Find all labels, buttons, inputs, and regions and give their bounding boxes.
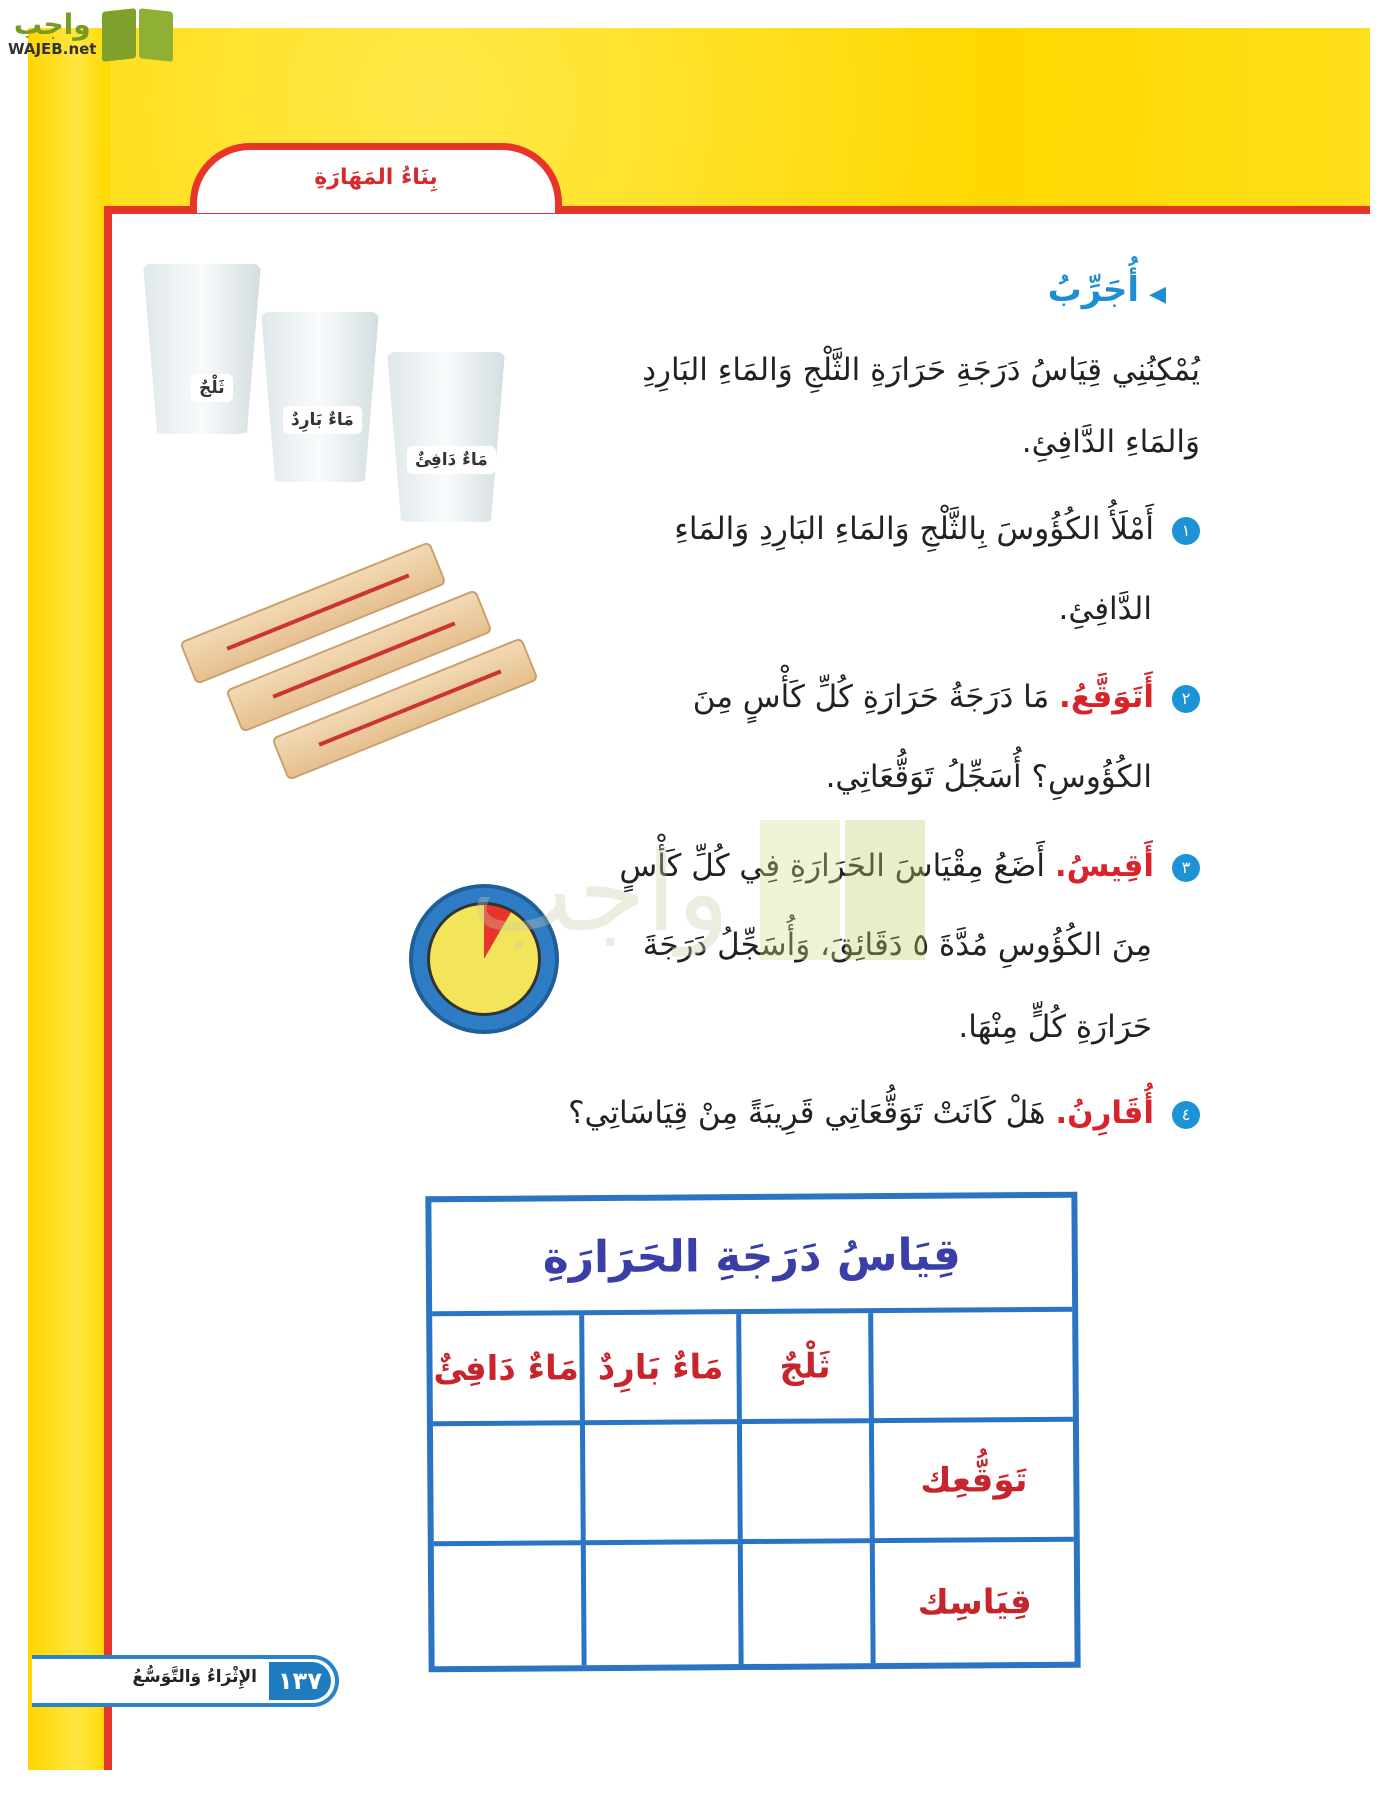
row-header: تَوَقُّعِك [869, 1422, 1074, 1543]
cups-illustration [143, 264, 513, 514]
step-keyword: أُقَارِنُ. [1055, 1095, 1154, 1131]
step-1 [674, 511, 1200, 547]
heading-text: أُجَرِّبُ [1047, 270, 1140, 310]
cup-warm-water [387, 352, 505, 522]
triangle-icon: ◀ [1149, 282, 1166, 307]
logo-arabic: واجب [13, 8, 91, 41]
step-number: ٤ [1172, 1101, 1200, 1129]
input-cell[interactable] [581, 1544, 739, 1665]
table-title: قِيَاسُ دَرَجَةِ الحَرَارَةِ [431, 1198, 1072, 1316]
cup-ice [143, 264, 261, 434]
svg-text:واجب: واجب [470, 828, 730, 956]
step-text: أَضَعُ مِقْيَاسَ الحَرَارَةِ فِي كُلِّ كَأْسٍ [619, 848, 1045, 884]
page-number: ١٣٧ [269, 1662, 331, 1700]
temperature-table [425, 1192, 1080, 1673]
input-cell[interactable] [737, 1423, 870, 1544]
section-tab: بِنَاءُ المَهَارَةِ [190, 143, 562, 213]
row-header: قِيَاسِك [870, 1542, 1075, 1663]
step-number: ٢ [1172, 685, 1200, 713]
column-header: مَاءٌ بَارِدٌ [579, 1314, 737, 1425]
column-header: مَاءٌ دَافِئٌ [432, 1315, 580, 1426]
cup-label: مَاءٌ دَافِئٌ [407, 446, 496, 474]
wajeb-logo [8, 6, 174, 62]
cup-cold-water [261, 312, 379, 482]
book-icon [102, 6, 174, 62]
yellow-side-strip [28, 28, 110, 1770]
step-number: ٣ [1172, 854, 1200, 882]
red-frame-left [104, 206, 112, 1770]
cup-label: ثَلْجٌ [191, 374, 233, 402]
logo-latin: WAJEB.net [8, 40, 97, 58]
step-2-cont: الكُؤُوسِ؟ أُسَجِّلُ تَوَقُّعَاتِي. [825, 759, 1152, 795]
step-keyword: أَقِيسُ. [1054, 848, 1154, 884]
step-4 [568, 1095, 1200, 1131]
step-1-cont: الدَّافِئِ. [1058, 591, 1152, 627]
step-3 [619, 848, 1200, 884]
unit-label: الإِثْرَاءُ وَالتَّوَسُّعُ [132, 1667, 257, 1687]
step-3-cont: حَرَارَةِ كُلٍّ مِنْهَا. [958, 1009, 1152, 1045]
input-cell[interactable] [580, 1424, 738, 1545]
step-text: هَلْ كَانَتْ تَوَقُّعَاتِي قَرِيبَةً مِنْ قِيَاسَاتِي؟ [568, 1095, 1046, 1131]
step-number: ١ [1172, 517, 1200, 545]
step-2 [693, 679, 1200, 715]
step-text: أَمْلَأُ الكُؤُوسَ بِالثَّلْجِ وَالمَاءِ البَارِدِ وَالمَاءِ [674, 511, 1154, 547]
corner-cell [868, 1312, 1073, 1423]
cup-label: مَاءٌ بَارِدٌ [283, 406, 362, 434]
clock-icon [409, 884, 559, 1034]
step-text: مَا دَرَجَةُ حَرَارَةِ كُلِّ كَأْسٍ مِنَ [692, 679, 1050, 715]
section-heading [1048, 270, 1166, 310]
input-cell[interactable] [433, 1425, 581, 1546]
intro-line-1: يُمْكِنُنِي قِيَاسُ دَرَجَةِ حَرَارَةِ الثَّلْجِ وَالمَاءِ البَارِدِ [642, 352, 1200, 388]
input-cell[interactable] [434, 1545, 582, 1666]
column-header: ثَلْجٌ [736, 1313, 869, 1424]
page-footer [32, 1655, 339, 1707]
intro-line-2: وَالمَاءِ الدَّافِئِ. [1021, 424, 1200, 460]
input-cell[interactable] [738, 1543, 871, 1664]
step-3-cont: مِنَ الكُؤُوسِ مُدَّةَ ٥ دَقَائِقَ، وَأُسَجِّلُ دَرَجَةَ [642, 927, 1152, 963]
step-keyword: أَتَوَقَّعُ. [1059, 679, 1154, 715]
